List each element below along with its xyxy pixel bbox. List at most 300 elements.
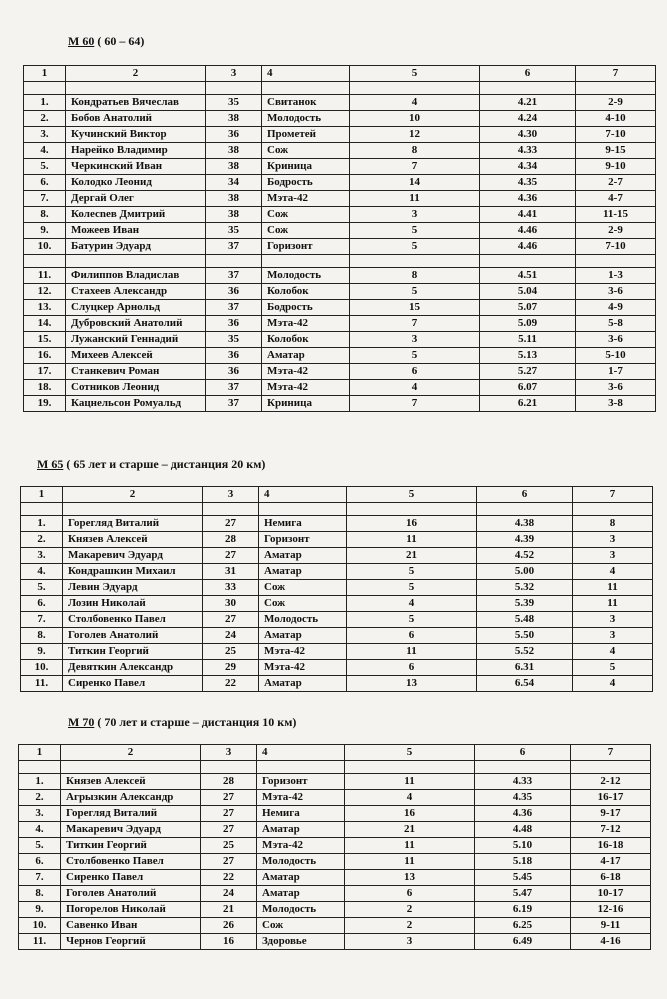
cell-result: 5.39 — [477, 596, 573, 612]
cell-range: 11-15 — [576, 207, 656, 223]
cell-range: 3 — [573, 628, 653, 644]
cell-age: 27 — [201, 790, 257, 806]
cell-name: Князев Алексей — [61, 774, 201, 790]
table-row — [24, 95, 656, 111]
cell-result: 4.36 — [480, 191, 576, 207]
cell-age: 35 — [206, 223, 262, 239]
cell-age: 22 — [203, 676, 259, 692]
cell-club: Горизонт — [262, 239, 350, 255]
cell-result: 4.33 — [480, 143, 576, 159]
cell-place: 4. — [21, 564, 63, 580]
cell-age: 30 — [203, 596, 259, 612]
cell-club: Аматар — [257, 886, 345, 902]
empty-cell — [66, 82, 206, 95]
cell-place: 10. — [21, 660, 63, 676]
header-row — [24, 66, 656, 82]
cell-name: Стахеев Александр — [66, 284, 206, 300]
cell-starts: 16 — [345, 806, 475, 822]
cell-starts: 7 — [350, 396, 480, 412]
cell-club: Свитанок — [262, 95, 350, 111]
cell-club: Прометей — [262, 127, 350, 143]
cell-place: 6. — [24, 175, 66, 191]
table-row — [21, 532, 653, 548]
cell-name: Дергай Олег — [66, 191, 206, 207]
cell-starts: 11 — [347, 644, 477, 660]
cell-range: 4-16 — [571, 934, 651, 950]
cell-place: 13. — [24, 300, 66, 316]
column-header-starts: 5 — [345, 745, 475, 761]
cell-place: 9. — [19, 902, 61, 918]
cell-starts: 8 — [350, 268, 480, 284]
cell-range: 1-3 — [576, 268, 656, 284]
cell-club: Аматар — [257, 822, 345, 838]
cell-name: Колодко Леонид — [66, 175, 206, 191]
empty-cell — [24, 82, 66, 95]
cell-starts: 11 — [345, 838, 475, 854]
cell-age: 31 — [203, 564, 259, 580]
cell-starts: 15 — [350, 300, 480, 316]
column-header-result: 6 — [477, 487, 573, 503]
cell-place: 9. — [24, 223, 66, 239]
cell-age: 36 — [206, 348, 262, 364]
table-row — [19, 934, 651, 950]
table-row — [19, 918, 651, 934]
cell-club: Мэта-42 — [262, 364, 350, 380]
cell-result: 5.27 — [480, 364, 576, 380]
cell-age — [206, 255, 262, 268]
cell-starts: 16 — [347, 516, 477, 532]
table-row — [21, 580, 653, 596]
cell-age: 35 — [206, 95, 262, 111]
cell-result: 5.50 — [477, 628, 573, 644]
cell-club: Мэта-42 — [259, 660, 347, 676]
cell-starts: 14 — [350, 175, 480, 191]
section-title-m65 — [37, 457, 265, 472]
cell-starts: 5 — [350, 239, 480, 255]
cell-place: 16. — [24, 348, 66, 364]
cell-age: 24 — [203, 628, 259, 644]
cell-name: Лозин Николай — [63, 596, 203, 612]
column-header-age: 3 — [201, 745, 257, 761]
cell-place: 3. — [21, 548, 63, 564]
column-header-place: 1 — [19, 745, 61, 761]
cell-place: 6. — [19, 854, 61, 870]
cell-starts: 5 — [347, 564, 477, 580]
cell-range: 7-12 — [571, 822, 651, 838]
cell-result: 6.19 — [475, 902, 571, 918]
cell-starts: 5 — [347, 612, 477, 628]
table-row — [24, 159, 656, 175]
cell-place: 18. — [24, 380, 66, 396]
cell-club: Сож — [262, 223, 350, 239]
cell-place: 7. — [24, 191, 66, 207]
cell-age: 36 — [206, 316, 262, 332]
cell-club: Криница — [262, 396, 350, 412]
cell-range: 2-9 — [576, 95, 656, 111]
cell-name: Черкинский Иван — [66, 159, 206, 175]
cell-result: 4.48 — [475, 822, 571, 838]
cell-age: 28 — [201, 774, 257, 790]
section-code: М 60 — [68, 34, 95, 48]
column-header-place: 1 — [24, 66, 66, 82]
cell-club: Аматар — [257, 870, 345, 886]
cell-result: 6.21 — [480, 396, 576, 412]
cell-range: 9-15 — [576, 143, 656, 159]
section-title-m60 — [68, 34, 144, 49]
cell-range: 3 — [573, 612, 653, 628]
cell-starts: 5 — [350, 223, 480, 239]
cell-place: 1. — [21, 516, 63, 532]
cell-name: Бобов Анатолий — [66, 111, 206, 127]
cell-starts: 11 — [345, 774, 475, 790]
table-row — [19, 886, 651, 902]
cell-age: 27 — [201, 822, 257, 838]
empty-cell — [259, 503, 347, 516]
cell-club: Аматар — [259, 564, 347, 580]
cell-starts: 4 — [350, 95, 480, 111]
cell-place: 19. — [24, 396, 66, 412]
cell-name: Колесneв Дмитрий — [66, 207, 206, 223]
cell-range: 4-10 — [576, 111, 656, 127]
cell-place: 2. — [24, 111, 66, 127]
cell-starts: 4 — [345, 790, 475, 806]
cell-age: 37 — [206, 300, 262, 316]
column-header-starts: 5 — [347, 487, 477, 503]
cell-age: 37 — [206, 396, 262, 412]
cell-result: 5.52 — [477, 644, 573, 660]
cell-range: 9-11 — [571, 918, 651, 934]
cell-name: Лужанский Геннадий — [66, 332, 206, 348]
cell-result: 5.32 — [477, 580, 573, 596]
empty-cell — [206, 82, 262, 95]
cell-name: Горегляд Виталий — [63, 516, 203, 532]
cell-result: 5.18 — [475, 854, 571, 870]
cell-age: 16 — [201, 934, 257, 950]
cell-result: 4.33 — [475, 774, 571, 790]
cell-range: 4 — [573, 564, 653, 580]
section-title-m70 — [68, 715, 296, 730]
table-row — [19, 870, 651, 886]
cell-range: 4-7 — [576, 191, 656, 207]
cell-range: 10-17 — [571, 886, 651, 902]
cell-starts: 6 — [347, 660, 477, 676]
cell-name: Нарейко Владимир — [66, 143, 206, 159]
cell-starts: 21 — [345, 822, 475, 838]
column-header-club: 4 — [262, 66, 350, 82]
cell-age: 38 — [206, 111, 262, 127]
empty-cell — [571, 761, 651, 774]
cell-range: 2-7 — [576, 175, 656, 191]
cell-club: Бодрость — [262, 300, 350, 316]
spacer-row — [24, 82, 656, 95]
empty-cell — [21, 503, 63, 516]
cell-club: Бодрость — [262, 175, 350, 191]
cell-place: 1. — [24, 95, 66, 111]
cell-range: 12-16 — [571, 902, 651, 918]
cell-result: 5.07 — [480, 300, 576, 316]
cell-club: Молодость — [259, 612, 347, 628]
cell-result: 4.41 — [480, 207, 576, 223]
table-row — [19, 790, 651, 806]
empty-cell — [61, 761, 201, 774]
cell-name: Столбовенко Павел — [61, 854, 201, 870]
cell-range: 3-6 — [576, 380, 656, 396]
cell-result: 5.04 — [480, 284, 576, 300]
cell-starts: 13 — [347, 676, 477, 692]
cell-range: 6-18 — [571, 870, 651, 886]
column-header-range: 7 — [573, 487, 653, 503]
cell-range: 2-12 — [571, 774, 651, 790]
cell-age: 37 — [206, 380, 262, 396]
cell-result: 5.13 — [480, 348, 576, 364]
header-row — [21, 487, 653, 503]
cell-result: 5.11 — [480, 332, 576, 348]
cell-range: 8 — [573, 516, 653, 532]
cell-name: Дубровский Анатолий — [66, 316, 206, 332]
empty-cell — [576, 82, 656, 95]
table-row — [24, 396, 656, 412]
spacer-row — [21, 503, 653, 516]
spacer-row — [19, 761, 651, 774]
cell-place: 12. — [24, 284, 66, 300]
empty-cell — [477, 503, 573, 516]
empty-cell — [347, 503, 477, 516]
column-header-age: 3 — [206, 66, 262, 82]
cell-name: Слуцкер Арнольд — [66, 300, 206, 316]
cell-starts: 7 — [350, 159, 480, 175]
empty-cell — [257, 761, 345, 774]
section-subtitle: ( 60 – 64) — [94, 34, 145, 48]
cell-club: Сож — [262, 143, 350, 159]
cell-club: Мэта-42 — [262, 380, 350, 396]
cell-place: 15. — [24, 332, 66, 348]
column-header-name: 2 — [61, 745, 201, 761]
column-header-name: 2 — [63, 487, 203, 503]
table-row — [24, 284, 656, 300]
cell-result: 4.46 — [480, 239, 576, 255]
cell-range: 2-9 — [576, 223, 656, 239]
cell-result: 6.25 — [475, 918, 571, 934]
table-row — [24, 380, 656, 396]
section-subtitle: ( 70 лет и старше – дистанция 10 км) — [94, 715, 297, 729]
cell-result: 6.49 — [475, 934, 571, 950]
cell-place — [24, 255, 66, 268]
cell-range: 16-18 — [571, 838, 651, 854]
cell-name: Кондрашкин Михаил — [63, 564, 203, 580]
cell-result: 4.38 — [477, 516, 573, 532]
cell-starts: 11 — [347, 532, 477, 548]
table-row — [21, 676, 653, 692]
cell-age: 36 — [206, 284, 262, 300]
table-row — [24, 143, 656, 159]
cell-place: 7. — [19, 870, 61, 886]
cell-range: 3-8 — [576, 396, 656, 412]
cell-starts: 2 — [345, 918, 475, 934]
cell-club: Аматар — [259, 676, 347, 692]
cell-range: 11 — [573, 580, 653, 596]
cell-starts: 6 — [350, 364, 480, 380]
cell-name: Кондратьев Вячеслав — [66, 95, 206, 111]
cell-age: 27 — [201, 854, 257, 870]
cell-club: Молодость — [257, 902, 345, 918]
cell-age: 24 — [201, 886, 257, 902]
cell-place: 8. — [24, 207, 66, 223]
empty-cell — [480, 82, 576, 95]
results-table-m65 — [20, 486, 653, 692]
table-row — [21, 596, 653, 612]
table-row — [19, 774, 651, 790]
cell-starts: 5 — [350, 348, 480, 364]
cell-club: Колобок — [262, 284, 350, 300]
cell-starts: 5 — [347, 580, 477, 596]
cell-starts — [350, 255, 480, 268]
cell-place: 10. — [24, 239, 66, 255]
cell-club: Сож — [262, 207, 350, 223]
cell-starts: 3 — [345, 934, 475, 950]
table-row — [24, 223, 656, 239]
cell-club: Молодость — [257, 854, 345, 870]
cell-result: 4.35 — [475, 790, 571, 806]
cell-range: 9-17 — [571, 806, 651, 822]
cell-age: 27 — [201, 806, 257, 822]
table-row — [21, 644, 653, 660]
table-row — [21, 612, 653, 628]
table-row — [19, 806, 651, 822]
cell-range: 4-17 — [571, 854, 651, 870]
table-row — [19, 822, 651, 838]
cell-name: Левин Эдуард — [63, 580, 203, 596]
cell-name — [66, 255, 206, 268]
column-header-result: 6 — [480, 66, 576, 82]
cell-age: 26 — [201, 918, 257, 934]
table-row — [21, 516, 653, 532]
column-header-result: 6 — [475, 745, 571, 761]
table-row — [24, 268, 656, 284]
cell-place: 4. — [19, 822, 61, 838]
cell-club: Аматар — [259, 548, 347, 564]
cell-name: Титкин Георгий — [61, 838, 201, 854]
cell-club: Немига — [259, 516, 347, 532]
cell-starts: 13 — [345, 870, 475, 886]
cell-range: 3 — [573, 548, 653, 564]
cell-name: Погорелов Николай — [61, 902, 201, 918]
cell-age: 35 — [206, 332, 262, 348]
cell-result: 5.00 — [477, 564, 573, 580]
empty-cell — [345, 761, 475, 774]
cell-starts: 11 — [345, 854, 475, 870]
cell-range: 4 — [573, 676, 653, 692]
cell-range: 3-6 — [576, 332, 656, 348]
header-row — [19, 745, 651, 761]
cell-place: 8. — [21, 628, 63, 644]
cell-age: 27 — [203, 612, 259, 628]
cell-range: 5-8 — [576, 316, 656, 332]
cell-range — [576, 255, 656, 268]
cell-starts: 4 — [350, 380, 480, 396]
table-row — [19, 902, 651, 918]
cell-place: 1. — [19, 774, 61, 790]
cell-name: Столбовенко Павел — [63, 612, 203, 628]
cell-name: Сиренко Павел — [63, 676, 203, 692]
column-header-name: 2 — [66, 66, 206, 82]
cell-age: 36 — [206, 364, 262, 380]
cell-range: 3 — [573, 532, 653, 548]
cell-range: 5 — [573, 660, 653, 676]
table-row — [21, 564, 653, 580]
cell-result: 4.35 — [480, 175, 576, 191]
empty-cell — [19, 761, 61, 774]
cell-club: Криница — [262, 159, 350, 175]
cell-place: 9. — [21, 644, 63, 660]
cell-club: Сож — [259, 580, 347, 596]
cell-age: 37 — [206, 268, 262, 284]
cell-club: Мэта-42 — [262, 191, 350, 207]
cell-result: 4.39 — [477, 532, 573, 548]
cell-range: 7-10 — [576, 239, 656, 255]
cell-name: Макаревич Эдуард — [63, 548, 203, 564]
table-row — [21, 628, 653, 644]
cell-result: 6.07 — [480, 380, 576, 396]
cell-club: Мэта-42 — [257, 838, 345, 854]
cell-place: 2. — [19, 790, 61, 806]
table-row — [19, 854, 651, 870]
empty-cell — [201, 761, 257, 774]
cell-range: 1-7 — [576, 364, 656, 380]
empty-cell — [475, 761, 571, 774]
cell-name: Батурин Эдуард — [66, 239, 206, 255]
column-header-range: 7 — [571, 745, 651, 761]
cell-age: 27 — [203, 548, 259, 564]
cell-range: 7-10 — [576, 127, 656, 143]
cell-place: 14. — [24, 316, 66, 332]
empty-cell — [63, 503, 203, 516]
spacer-row — [24, 255, 656, 268]
cell-club: Молодость — [262, 268, 350, 284]
cell-place: 7. — [21, 612, 63, 628]
cell-starts: 3 — [350, 207, 480, 223]
cell-name: Горегляд Виталий — [61, 806, 201, 822]
cell-range: 9-10 — [576, 159, 656, 175]
table-row — [19, 838, 651, 854]
cell-result: 4.36 — [475, 806, 571, 822]
cell-result: 4.30 — [480, 127, 576, 143]
cell-place: 11. — [19, 934, 61, 950]
section-code: М 65 — [37, 457, 64, 471]
cell-age: 34 — [206, 175, 262, 191]
section-subtitle: ( 65 лет и старше – дистанция 20 км) — [63, 457, 266, 471]
cell-place: 5. — [19, 838, 61, 854]
cell-name: Сиренко Павел — [61, 870, 201, 886]
cell-club: Аматар — [262, 348, 350, 364]
cell-starts: 6 — [347, 628, 477, 644]
cell-name: Сотников Леонид — [66, 380, 206, 396]
column-header-club: 4 — [259, 487, 347, 503]
cell-age: 36 — [206, 127, 262, 143]
cell-starts: 12 — [350, 127, 480, 143]
cell-club: Немига — [257, 806, 345, 822]
cell-place: 5. — [21, 580, 63, 596]
cell-starts: 6 — [345, 886, 475, 902]
cell-club: Молодость — [262, 111, 350, 127]
table-row — [24, 348, 656, 364]
cell-place: 5. — [24, 159, 66, 175]
cell-name: Михеев Алексей — [66, 348, 206, 364]
table-row — [21, 548, 653, 564]
cell-club: Горизонт — [257, 774, 345, 790]
table-row — [24, 127, 656, 143]
cell-result: 6.54 — [477, 676, 573, 692]
column-header-place: 1 — [21, 487, 63, 503]
